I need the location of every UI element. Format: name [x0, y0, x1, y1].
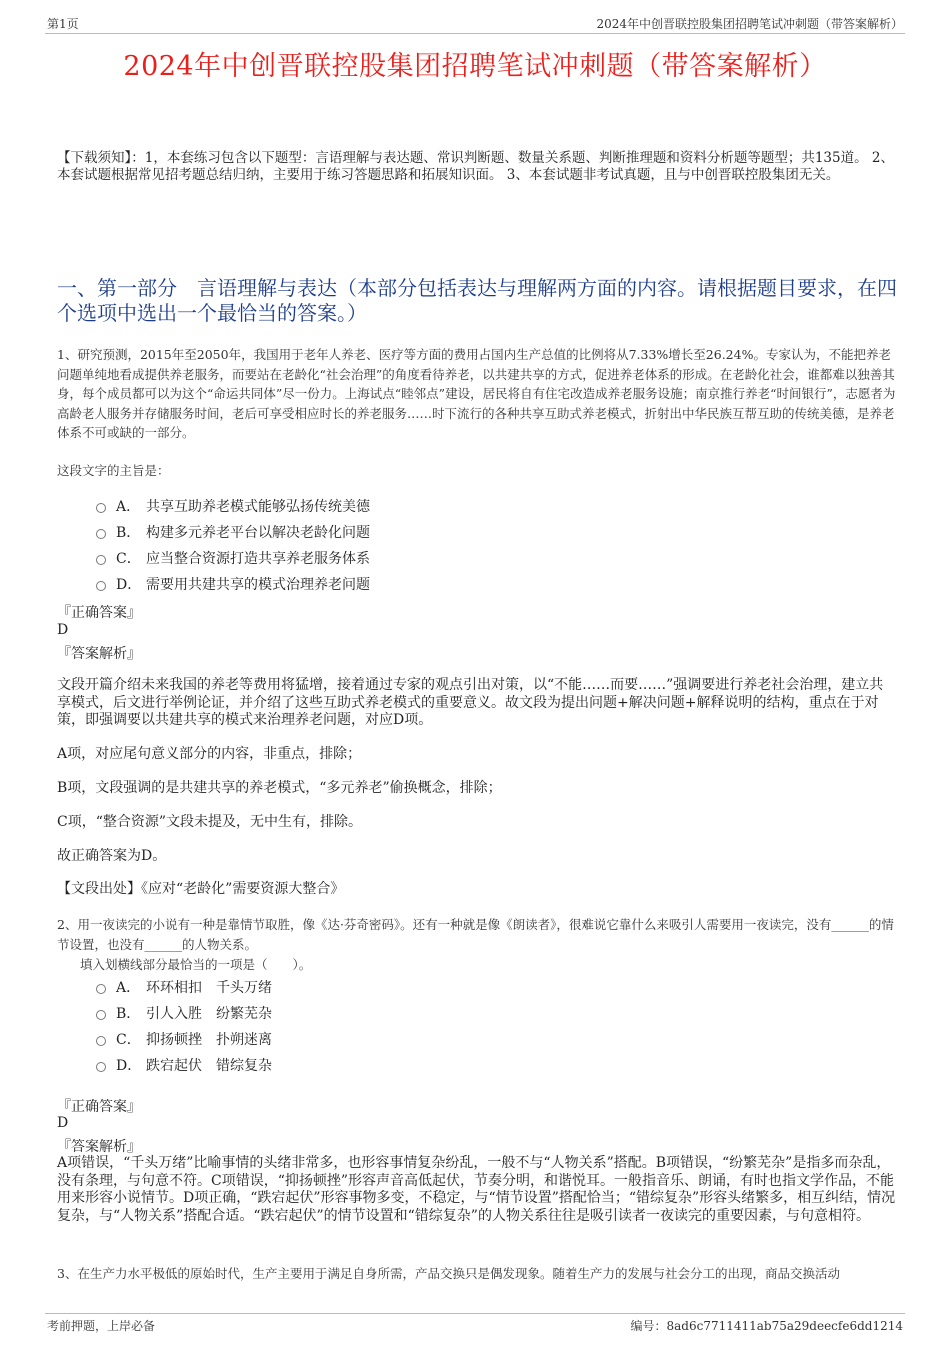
question-2-correct-answer-label: 『正确答案』: [57, 1099, 141, 1115]
option-letter: A．: [116, 980, 141, 996]
document-title: 2024年中创晋联控股集团招聘笔试冲刺题（带答案解析）: [123, 51, 827, 82]
option-text: 引人入胜 纷繁芜杂: [146, 1006, 272, 1022]
option-letter: D．: [116, 577, 142, 593]
question-1-analysis-b: B项，文段强调的是共建共享的养老模式，“多元养老”偷换概念，排除；: [57, 780, 502, 796]
question-2-answer: D: [57, 1115, 69, 1131]
option-text: 构建多元养老平台以解决老龄化问题: [146, 525, 370, 541]
radio-icon[interactable]: [96, 503, 106, 513]
question-2-options: [96, 974, 272, 1078]
question-1-answer: D: [57, 622, 69, 638]
question-1-option-a[interactable]: [96, 493, 370, 519]
radio-icon[interactable]: [96, 529, 106, 539]
question-2-text: 2、用一夜读完的小说有一种是靠情节取胜，像《达·芬奇密码》。还有一种就是像《朗读者》，很难说它靠什么来吸引人需要用一夜读完，没有______的情节设置，也没有______的人物关系。: [57, 917, 894, 952]
question-1-analysis-main: 文段开篇介绍未来我国的养老等费用将猛增，接着通过专家的观点引出对策，以“不能……而要……”强调要进行养老社会治理，建立共享模式，后文进行举例论证，并介绍了这些互助式养老模式的重要意义。故文段为提出问题+解决问题+解释说明的结构，重点在于对策，即强调要以共建共享的模式来治理养老问题，对应D项。: [57, 677, 884, 728]
question-1-analysis-a: A项，对应尾句意义部分的内容，非重点，排除；: [57, 746, 362, 762]
question-1-text: 1、研究预测，2015年至2050年，我国用于老年人养老、医疗等方面的费用占国内生产总值的比例将从7.33%增长至26.24%。专家认为，不能把养老问题单纯地看成提供养老服务，而要站在老龄化“社会治理”的角度看待养老，以共建共享的方式，促进养老体系的形成。在老龄化社会，谁都难以独善其身，每个成员都可以为这个“命运共同体”尽一份力。上海试点“睦邻点”建设，居民将自有住宅改造成养老服务设施；南京推行养老“时间银行”，志愿者为高龄老人服务并存储服务时间，老后可享受相应时长的养老服务……时下流行的各种共享互助式养老模式，折射出中华民族互帮互助的传统美德，是养老体系不可或缺的一部分。: [57, 347, 896, 440]
question-1-analysis-label: 『答案解析』: [57, 646, 141, 662]
question-1-analysis-conclusion: 故正确答案为D。: [57, 848, 167, 864]
question-1-prompt: 这段文字的主旨是：: [57, 463, 170, 478]
radio-icon[interactable]: [96, 984, 106, 994]
question-1-analysis-c: C项，“整合资源”文段未提及，无中生有，排除。: [57, 814, 363, 830]
question-1-options: [96, 493, 370, 597]
radio-icon[interactable]: [96, 1010, 106, 1020]
header-doc-title: 2024年中创晋联控股集团招聘笔试冲刺题（带答案解析）: [596, 17, 903, 31]
radio-icon[interactable]: [96, 1036, 106, 1046]
question-1-source: 【文段出处】《应对“老龄化”需要资源大整合》: [57, 881, 345, 897]
option-text: 共享互助养老模式能够弘扬传统美德: [146, 499, 370, 515]
question-1-correct-answer-label: 『正确答案』: [57, 605, 141, 621]
question-2-analysis-label: 『答案解析』: [57, 1139, 141, 1155]
option-letter: C．: [116, 551, 141, 567]
option-text: 需要用共建共享的模式治理养老问题: [146, 577, 370, 593]
radio-icon[interactable]: [96, 1062, 106, 1072]
radio-icon[interactable]: [96, 555, 106, 565]
option-letter: D．: [116, 1058, 142, 1074]
question-1-option-d[interactable]: [96, 571, 370, 597]
page-header: [45, 12, 905, 34]
page-number: 第1页: [47, 17, 79, 31]
radio-icon[interactable]: [96, 581, 106, 591]
option-letter: A．: [116, 499, 141, 515]
option-letter: B．: [116, 1006, 141, 1022]
option-text: 跌宕起伏 错综复杂: [146, 1058, 272, 1074]
question-2-option-d[interactable]: [96, 1052, 272, 1078]
question-2-option-a[interactable]: [96, 974, 272, 1000]
option-text: 应当整合资源打造共享养老服务体系: [146, 551, 370, 567]
option-letter: C．: [116, 1032, 141, 1048]
option-text: 抑扬顿挫 扑朔迷离: [146, 1032, 272, 1048]
option-text: 环环相扣 千头万绪: [146, 980, 272, 996]
question-2-option-c[interactable]: [96, 1026, 272, 1052]
page-footer: [45, 1313, 905, 1333]
question-3-text: 3、在生产力水平极低的原始时代，生产主要用于满足自身所需，产品交换只是偶发现象。随着生产力的发展与社会分工的出现，商品交换活动: [57, 1266, 840, 1281]
question-2-option-b[interactable]: [96, 1000, 272, 1026]
section-heading: 一、第一部分 言语理解与表达（本部分包括表达与理解两方面的内容。请根据题目要求，在四个选项中选出一个最恰当的答案。）: [57, 276, 897, 325]
option-letter: B．: [116, 525, 141, 541]
question-2-analysis: A项错误，“千头万绪”比喻事情的头绪非常多，也形容事情复杂纷乱，一般不与“人物关系”搭配。B项错误，“纷繁芜杂”是指多而杂乱，没有条理，与句意不符。C项错误，“抑扬顿挫”形容声音高低起伏，节奏分明，和谐悦耳。一般指音乐、朗诵，有时也指文学作品，不能用来形容小说情节。D项正确，“跌宕起伏”形容事物多变，不稳定，与“情节设置”搭配恰当；“错综复杂”形容头绪繁多，相互纠结，情况复杂，与“人物关系”搭配合适。“跌宕起伏”的情节设置和“错综复杂”的人物关系往往是吸引读者一夜读完的重要因素，与句意相符。: [57, 1155, 896, 1224]
question-1-option-b[interactable]: [96, 519, 370, 545]
download-notice: 【下载须知】：1，本套练习包含以下题型：言语理解与表达题、常识判断题、数量关系题、判断推理题和资料分析题等题型；共135道。 2、本套试题根据常见招考题总结归纳，主要用于练习答题思路和拓展知识面。 3、本套试题非考试真题，且与中创晋联控股集团无关。: [57, 150, 894, 183]
footer-doc-id: 编号：8ad6c7711411ab75a29deecfe6dd1214: [630, 1319, 903, 1333]
question-1-option-c[interactable]: [96, 545, 370, 571]
question-2-prompt: 填入划横线部分最恰当的一项是（ ）。: [80, 957, 312, 972]
footer-slogan: 考前押题，上岸必备: [47, 1319, 156, 1333]
